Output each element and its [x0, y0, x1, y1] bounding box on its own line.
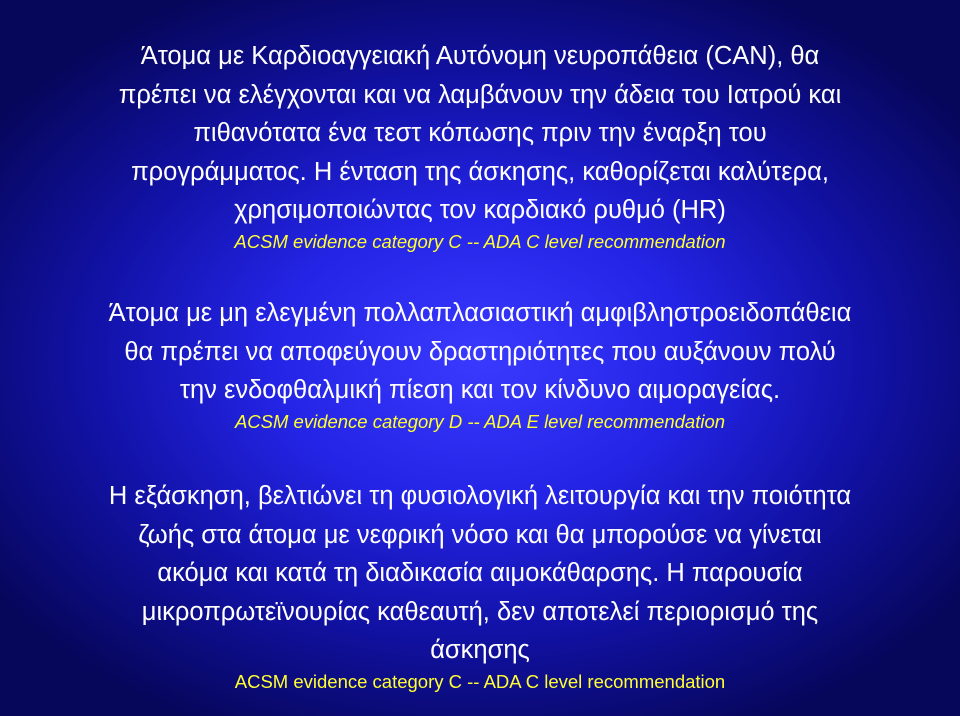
text-line: Άτομα με Καρδιοαγγειακή Αυτόνομη νευροπάθεια (CAN), θα [140, 42, 820, 70]
paragraph-retinopathy [20, 294, 940, 434]
text-line: πιθανότατα ένα τεστ κόπωσης πριν την έναρξη του [193, 119, 767, 147]
text-line: πρέπει να ελέγχονται και να λαμβάνουν την άδεια του Ιατρού και [118, 80, 842, 109]
text-line: την ενδοφθαλμική πίεση και τον κίνδυνο αιμοραγείας. [179, 376, 781, 404]
evidence-reference: ACSM evidence category C -- ADA C level recommendation [234, 230, 726, 252]
text-line: θα πρέπει να αποφεύγουν δραστηριότητες που αυξάνουν πολύ [124, 337, 836, 366]
paragraph-cardiac-neuropathy [20, 37, 940, 254]
text-line: άσκησης [430, 636, 530, 664]
text-line: ζωής στα άτομα με νεφρική νόσο και θα μπορούσε να γίνεται [138, 520, 822, 549]
evidence-reference: ACSM evidence category D -- ADA E level recommendation [234, 410, 726, 432]
paragraph-text [20, 37, 940, 230]
text-line: μικροπρωτεϊνουρίας καθεαυτή, δεν αποτελεί περιορισμό της [141, 597, 819, 626]
text-line: ακόμα και κατά τη διαδικασία αιμοκάθαρσης. Η παρουσία [157, 559, 803, 587]
text-line: χρησιμοποιώντας τον καρδιακό ρυθμό (HR) [234, 196, 726, 224]
paragraph-text [20, 294, 940, 410]
evidence-reference: ACSM evidence category C -- ADA C level recommendation [234, 670, 726, 692]
text-line: Η εξάσκηση, βελτιώνει τη φυσιολογική λειτουργία και την ποιότητα [108, 482, 852, 510]
text-line: προγράμματος. Η ένταση της άσκησης, καθορίζεται καλύτερα, [131, 157, 829, 186]
text-line: Άτομα με μη ελεγμένη πολλαπλασιαστική αμφιβληστροειδοπάθεια [108, 299, 852, 327]
paragraph-nephropathy [20, 477, 940, 694]
paragraph-text [20, 477, 940, 670]
